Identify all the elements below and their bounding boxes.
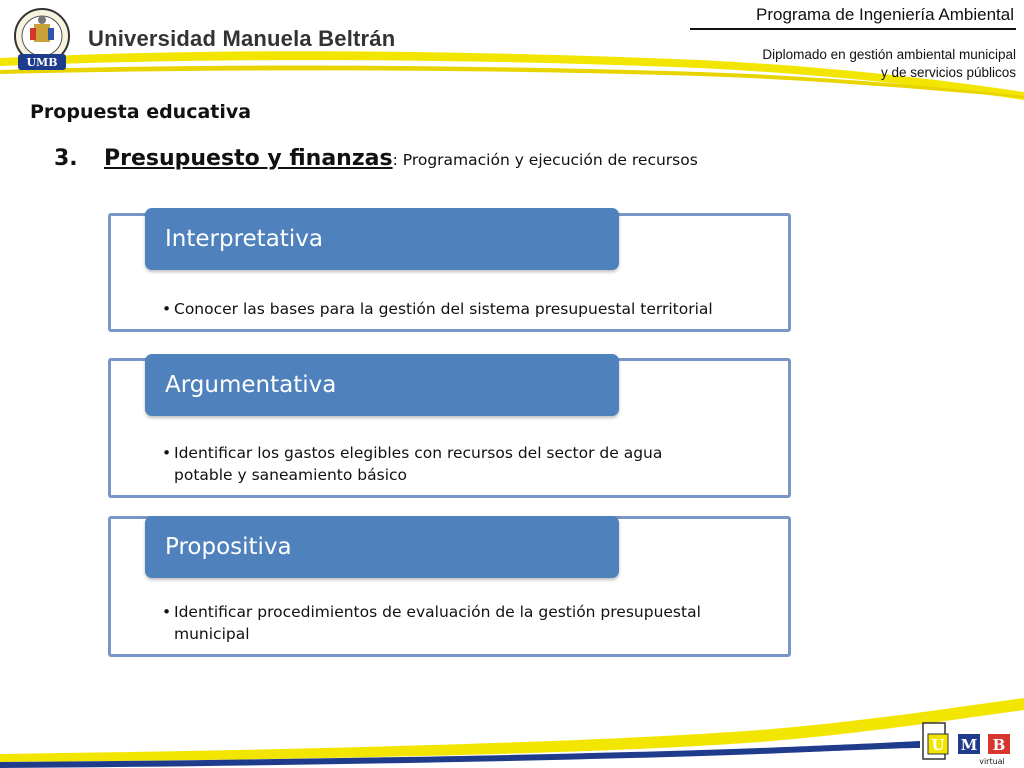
header-rule	[690, 28, 1016, 30]
competency-bullet-propositiva	[162, 601, 752, 645]
section-title: Propuesta educativa	[30, 101, 252, 123]
bullet-line-1: Identificar procedimientos de evaluación de la gestión presupuestal	[174, 603, 701, 621]
logo-letter-u: U	[931, 736, 945, 754]
logo-virtual-text: virtual	[979, 757, 1005, 766]
competency-label-argumentativa: Argumentativa	[145, 354, 619, 416]
university-name: Universidad Manuela Beltrán	[88, 26, 396, 51]
university-crest-logo	[10, 6, 74, 76]
heading-number: 3.	[54, 146, 78, 171]
heading-subtitle: : Programación y ejecución de recursos	[392, 151, 698, 169]
bullet-dot: •	[162, 300, 172, 318]
bullet-text	[174, 601, 752, 645]
logo-letter-b: B	[992, 736, 1006, 754]
bullet-line-2: municipal	[174, 625, 250, 643]
program-name: Programa de Ingeniería Ambiental	[756, 5, 1014, 24]
diplomado-line-2: y de servicios públicos	[880, 65, 1016, 80]
bullet-dot: •	[162, 444, 172, 462]
competency-label-propositiva: Propositiva	[145, 516, 619, 578]
crest-text: UMB	[26, 56, 58, 69]
footer-swoosh	[0, 690, 1024, 768]
logo-letter-m: M	[960, 736, 978, 754]
bullet-dot: •	[162, 603, 172, 621]
heading-title: Presupuesto y finanzas	[104, 146, 393, 171]
diplomado-line-1: Diplomado en gestión ambiental municipal	[762, 47, 1016, 62]
umb-virtual-logo	[922, 722, 1018, 766]
slide-heading	[54, 146, 698, 171]
diplomado-title	[762, 46, 1016, 82]
competency-label-interpretativa: Interpretativa	[145, 208, 619, 270]
competency-bullet-interpretativa	[162, 298, 752, 320]
bullet-text: Conocer las bases para la gestión del sistema presupuestal territorial	[174, 300, 713, 318]
bullet-text	[174, 442, 752, 486]
competency-bullet-argumentativa	[162, 442, 752, 486]
bullet-line-2: potable y saneamiento básico	[174, 466, 408, 484]
bullet-line-1: Identificar los gastos elegibles con recursos del sector de agua	[174, 444, 663, 462]
